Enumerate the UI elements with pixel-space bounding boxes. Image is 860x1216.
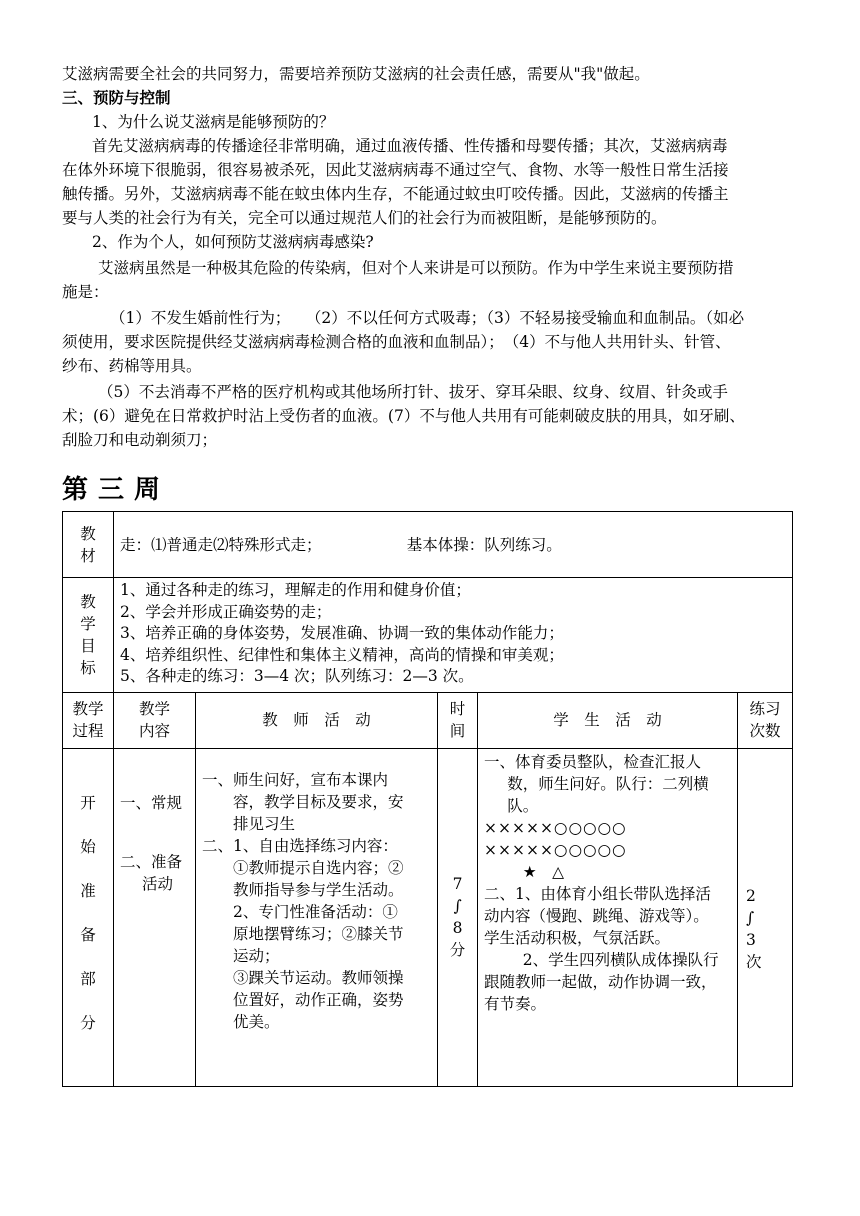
goals-row: [63, 578, 793, 693]
teacher-line: 原地摆臂练习；②膝关节: [233, 924, 404, 943]
reps-char: ∫: [746, 908, 755, 927]
formation-row: ×××××○○○○○: [484, 818, 627, 837]
reps-char: 2: [746, 886, 756, 905]
teacher-line: 一、师生问好，宣布本课内: [202, 770, 389, 789]
student-line: 一、体育委员整队，检查汇报人: [484, 752, 702, 771]
answer-2-line: （5）不去消毒不严格的医疗机构或其他场所打针、拔牙、穿耳朵眼、纹身、纹眉、针灸或手: [98, 383, 728, 401]
header-reps: [738, 692, 793, 748]
material-text: 走：⑴普通走⑵特殊形式走； 基本体操：队列练习。: [114, 512, 793, 578]
lesson-plan-table: [62, 511, 793, 1087]
reps-char: 次: [746, 952, 762, 971]
goal-label-char: 学: [80, 614, 96, 633]
goal-item: 3、培养正确的身体姿势，发展准确、协调一致的集体动作能力；: [120, 624, 564, 642]
phase-char: 备: [80, 925, 96, 944]
teacher-line: 运动；: [233, 946, 280, 965]
answer-1-line: 要与人类的社会行为有关，完全可以通过规范人们的社会行为而被阻断，是能够预防的。: [62, 209, 667, 227]
answer-2-line: 艾滋病虽然是一种极其危险的传染病，但对个人来讲是可以预防。作为中学生来说主要预防措: [98, 259, 734, 277]
header-process: [63, 692, 114, 748]
teacher-line: 2、专门性准备活动：①: [233, 902, 398, 921]
student-line: 二、1、由体育小组长带队选择活: [484, 884, 711, 903]
header-text: 过程: [72, 722, 104, 740]
header-time: [438, 692, 478, 748]
header-row: [63, 692, 793, 748]
student-line: 动内容（慢跑、跳绳、游戏等）。: [484, 906, 709, 925]
student-line: 跟随教师一起做，动作协调一致，: [484, 972, 717, 991]
header-text: 练习: [749, 700, 781, 718]
formation-row: ×××××○○○○○: [484, 840, 627, 859]
header-content: [114, 692, 196, 748]
reps-cell: [738, 748, 793, 1086]
answer-2-line: （1）不发生婚前性行为； （2）不以任何方式吸毒；（3）不轻易接受输血和血制品。（如必: [110, 309, 745, 327]
time-char: 8: [452, 918, 463, 937]
goal-item: 4、培养组织性、纪律性和集体主义精神，高尚的情操和审美观；: [120, 645, 564, 664]
header-text: 时: [449, 700, 466, 718]
phase-label-cell: [63, 748, 114, 1086]
phase-char: 开: [80, 793, 96, 812]
goal-item: 1、通过各种走的练习，理解走的作用和健身价值；: [120, 581, 471, 599]
time-char: 分: [449, 940, 466, 959]
content-routine: 一、常规: [120, 793, 183, 812]
answer-2-line: 须使用，要求医院提供经艾滋病病毒检测合格的血液和血制品）； （4）不与他人共用针头、针管、: [62, 333, 731, 351]
teacher-line: 二、1、自由选择练习内容：: [202, 836, 398, 855]
goal-item: 2、学会并形成正确姿势的走；: [120, 602, 332, 621]
content-prep: 活动: [142, 874, 174, 893]
goal-label-char: 教: [80, 592, 96, 611]
goal-label-char: 目: [80, 636, 96, 655]
student-line: 有节奏。: [484, 994, 547, 1013]
teacher-line: 排见习生: [233, 814, 296, 833]
student-line: 队。: [507, 796, 539, 815]
time-char: ∫: [453, 896, 462, 915]
answer-2-line: 施是：: [62, 283, 109, 301]
answer-1-line: 首先艾滋病病毒的传播途径非常明确，通过血液传播、性传播和母婴传播；其次，艾滋病病毒: [92, 137, 728, 155]
reps-char: 3: [746, 930, 756, 949]
phase-char: 部: [80, 969, 96, 988]
header-text: 教学: [72, 700, 104, 718]
material-label-char: 教: [80, 524, 96, 543]
phase-char: 始: [80, 837, 96, 856]
question-1: 1、为什么说艾滋病是能够预防的？: [92, 113, 335, 131]
content-cell: [114, 748, 196, 1086]
phase-char: 准: [80, 881, 96, 900]
content-prep: 二、准备: [120, 852, 183, 871]
answer-2-line: 刮脸刀和电动剃须刀；: [62, 431, 218, 449]
teacher-line: ①教师提示自选内容；②: [233, 858, 404, 877]
header-text: 次数: [749, 722, 781, 740]
goal-label-char: 标: [80, 658, 96, 677]
header-student: 学 生 活 动: [478, 692, 738, 748]
section-heading: 三、预防与控制: [62, 88, 171, 107]
teacher-activity-cell: [196, 748, 438, 1086]
student-line: 2、学生四列横队成体操队行: [522, 950, 719, 969]
teacher-line: 容，教学目标及要求，安: [233, 792, 404, 811]
material-label-cell: [63, 512, 114, 578]
header-text: 教学: [138, 700, 170, 718]
student-activity-cell: [478, 748, 738, 1086]
intro-line: 艾滋病需要全社会的共同努力，需要培养预防艾滋病的社会责任感，需要从"我"做起。: [62, 65, 650, 83]
header-teacher: 教 师 活 动: [196, 692, 438, 748]
time-cell: [438, 748, 478, 1086]
material-row: [63, 512, 793, 578]
teacher-line: 优美。: [233, 1012, 280, 1031]
answer-2-line: 纱布、药棉等用具。: [62, 357, 202, 375]
answer-2-line: 术；(6）避免在日常救护时沾上受伤者的血液。(7）不与他人共用有可能刺破皮肤的用具，如牙刷、: [62, 407, 745, 425]
question-2: 2、作为个人，如何预防艾滋病病毒感染?: [92, 233, 374, 251]
goal-label-cell: [63, 578, 114, 693]
phase-char: 分: [80, 1013, 96, 1032]
header-text: 内容: [138, 722, 170, 740]
time-char: 7: [452, 874, 463, 893]
student-line: 数，师生问好。队行：二列横: [507, 774, 709, 793]
formation-markers: ★ △: [522, 862, 565, 881]
teacher-line: ③踝关节运动。教师领操: [233, 968, 404, 987]
header-text: 间: [449, 722, 466, 740]
teacher-line: 教师指导参与学生活动。: [233, 880, 404, 899]
phase-row: [63, 748, 793, 1086]
student-line: 学生活动积极，气氛活跃。: [484, 928, 671, 947]
goal-item: 5、各种走的练习：3—4 次；队列练习：2—3 次。: [120, 667, 474, 685]
material-label-char: 材: [80, 546, 96, 565]
goals-list: [114, 578, 793, 693]
answer-1-line: 在体外环境下很脆弱，很容易被杀死，因此艾滋病病毒不通过空气、食物、水等一般性日常生活接: [62, 161, 729, 179]
week-title: 第三周: [62, 475, 171, 505]
teacher-line: 位置好，动作正确，姿势: [233, 990, 404, 1009]
answer-1-line: 触传播。另外，艾滋病病毒不能在蚊虫体内生存，不能通过蚊虫叮咬传播。因此，艾滋病的传播主: [62, 185, 729, 203]
